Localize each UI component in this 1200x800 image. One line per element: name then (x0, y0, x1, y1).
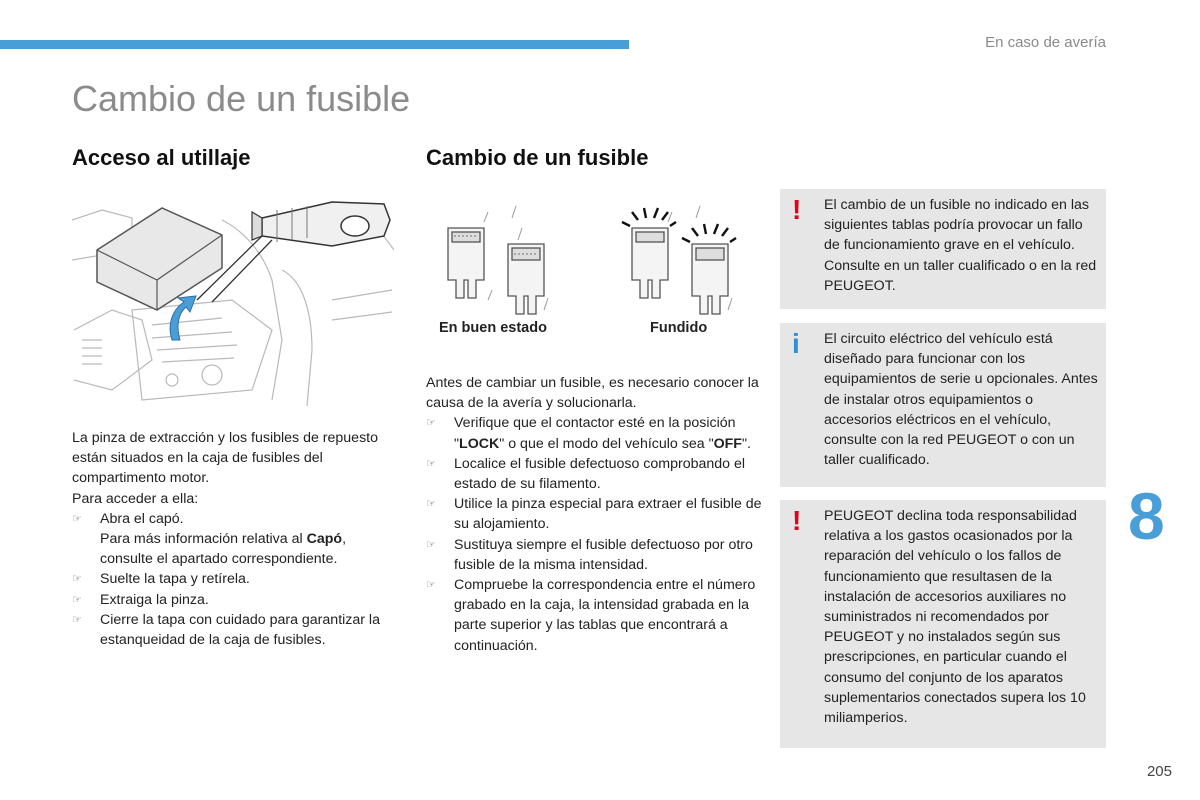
step-text-start: Verifique que el contactor esté en la posición " (454, 415, 736, 452)
fuse-change-instructions (426, 373, 766, 656)
page-number: 205 (1146, 763, 1172, 780)
lock-position: LOCK (459, 435, 500, 452)
access-label: Para acceder a ella: (72, 490, 199, 507)
off-mode: OFF (713, 435, 742, 452)
hood-reference: Capó (306, 531, 343, 548)
chapter-number: 8 (1128, 479, 1165, 553)
pointing-hand-icon: ☞ (72, 613, 82, 626)
step-text: Compruebe la correspondencia entre el número grabado en la caja, la intensidad grabada en la parte superior y las tablas que encontrará a continuación. (454, 577, 756, 654)
list-item (426, 413, 766, 453)
access-steps-list (72, 509, 402, 650)
fuse-condition-illustration (426, 200, 756, 340)
step-subtext-start: Para más información relativa al (100, 531, 307, 548)
warning-note-text: PEUGEOT declina toda responsabilidad relativa a los gastos ocasionados por la reparación del vehículo o los fallos de funcionamiento que resultasen de la instalación de accesorios auxiliares no suministrados ni recomendados por PEUGEOT y no instalados según sus prescripciones, en particular cuando el consumo del conjunto de los aparatos suplementarios conectados supera los 10 miliamperios. (824, 508, 1086, 727)
pointing-hand-icon: ☞ (426, 498, 436, 511)
step-text: Suelte la tapa y retírela. (100, 571, 250, 588)
step-text-end: ". (741, 435, 751, 452)
info-note-text: El circuito eléctrico del vehículo está diseñado para funcionar con los equipamientos de serie u opcionales. Antes de instalar otros equipamientos o accesorios eléctricos en el vehículo, consulte con la red PEUGEOT o con un taller cualificado. (824, 331, 1098, 469)
fuse-change-steps-list (426, 413, 766, 655)
step-text: Utilice la pinza especial para extraer el fusible de su alojamiento. (454, 496, 762, 533)
list-item (426, 575, 766, 656)
fuse-change-intro: Antes de cambiar un fusible, es necesario conocer la causa de la avería y solucionarla. (426, 375, 759, 412)
pointing-hand-icon: ☞ (426, 538, 436, 551)
warning-note-liability (780, 500, 1106, 748)
step-text: Abra el capó. (100, 510, 184, 527)
list-item (426, 535, 766, 575)
list-item (72, 610, 402, 650)
step-subtext (100, 529, 402, 569)
warning-icon: ! (792, 194, 802, 225)
step-text: Cierre la tapa con cuidado para garantizar la estanqueidad de la caja de fusibles. (100, 611, 380, 649)
engine-fuse-box-illustration (72, 190, 394, 406)
step-text: Localice el fusible defectuoso comprobando el estado de su filamento. (454, 455, 746, 493)
step-text: Sustituya siempre el fusible defectuoso por otro fusible de la misma intensidad. (454, 536, 753, 573)
warning-icon: ! (792, 505, 802, 536)
fuse-good-caption: En buen estado (439, 320, 547, 336)
list-item (426, 494, 766, 534)
list-item (72, 569, 402, 589)
warning-note-fuse-change (780, 189, 1106, 309)
section-heading-tools: Acceso al utillaje (72, 145, 251, 170)
page-title: Cambio de un fusible (72, 78, 411, 119)
pointing-hand-icon: ☞ (426, 417, 436, 430)
warning-note-text: El cambio de un fusible no indicado en las siguientes tablas podría provocar un fallo de funcionamiento grave en el vehículo. Consulte en un taller cualificado o en la red PEUGEOT. (824, 197, 1097, 294)
list-item (72, 509, 402, 570)
list-item (72, 590, 402, 610)
fuse-blown-caption: Fundido (650, 320, 708, 336)
tools-intro-text: La pinza de extracción y los fusibles de repuesto están situados en la caja de fusibles del compartimento motor. (72, 430, 379, 487)
info-icon: i (792, 328, 800, 359)
pointing-hand-icon: ☞ (72, 593, 82, 606)
step-subtext-end: , consulte el apartado correspondiente. (100, 531, 347, 568)
good-fuse-icon (448, 228, 484, 298)
pointing-hand-icon: ☞ (426, 457, 436, 470)
step-text: Extraiga la pinza. (100, 591, 209, 608)
tools-access-instructions (72, 428, 402, 650)
section-heading-fuse-change: Cambio de un fusible (426, 145, 649, 170)
info-note-electrical (780, 323, 1106, 487)
step-text-mid: " o que el modo del vehículo sea " (499, 435, 714, 452)
header-accent-bar (0, 40, 629, 49)
pointing-hand-icon: ☞ (72, 573, 82, 586)
chapter-name: En caso de avería (985, 34, 1106, 51)
pointing-hand-icon: ☞ (72, 512, 82, 525)
pointing-hand-icon: ☞ (426, 579, 436, 592)
list-item (426, 454, 766, 494)
